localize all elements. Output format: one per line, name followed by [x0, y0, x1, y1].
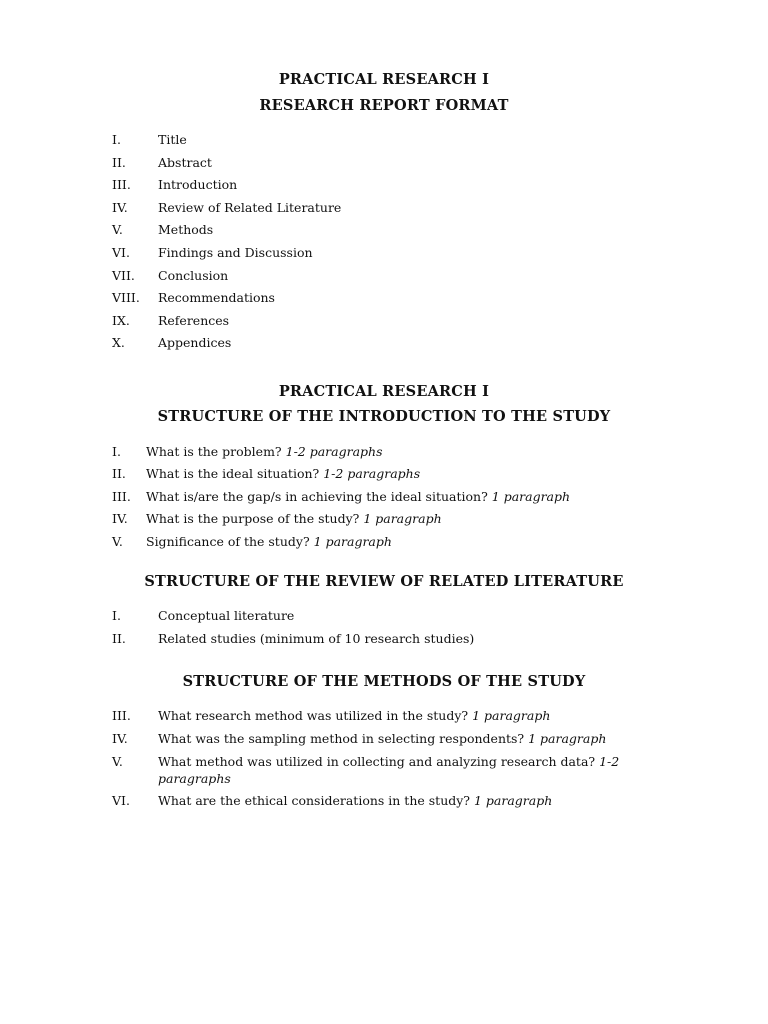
- item-length-note: 1 paragraph: [528, 731, 607, 746]
- item-text: [146, 510, 626, 527]
- item-number: I.: [112, 444, 121, 459]
- item-number: II.: [112, 631, 126, 646]
- item-text: [158, 707, 638, 724]
- item-text: [146, 465, 626, 482]
- item-text: Introduction: [158, 177, 238, 192]
- item-text: Abstract: [158, 155, 212, 170]
- item-text: Findings and Discussion: [158, 245, 313, 260]
- item-length-note: 1 paragraph: [363, 511, 442, 526]
- introduction-title-line2: STRUCTURE OF THE INTRODUCTION TO THE STUDY: [157, 408, 611, 425]
- item-number: V.: [112, 754, 123, 769]
- item-number: I.: [112, 608, 121, 623]
- item-text: Title: [158, 132, 187, 147]
- item-text: Review of Related Literature: [158, 200, 342, 215]
- item-question: What is/are the gap/s in achieving the ideal situation?: [146, 489, 488, 504]
- item-text: Methods: [158, 222, 214, 237]
- item-number: VIII.: [112, 290, 140, 305]
- item-number: IV.: [112, 511, 128, 526]
- item-question: What research method was utilized in the study?: [158, 708, 469, 723]
- item-question: What was the sampling method in selecting respondents?: [158, 731, 525, 746]
- item-number: II.: [112, 155, 126, 170]
- item-length-note: 1 paragraph: [474, 793, 553, 808]
- item-text: Related studies (minimum of 10 research studies): [158, 631, 475, 646]
- item-number: IV.: [112, 731, 128, 746]
- item-length-note: 1-2 paragraphs: [285, 444, 383, 459]
- report-format-title-line2: RESEARCH REPORT FORMAT: [259, 97, 509, 114]
- item-text: [146, 533, 626, 550]
- item-question: Significance of the study?: [146, 534, 310, 549]
- methods-title: STRUCTURE OF THE METHODS OF THE STUDY: [182, 673, 586, 690]
- item-number: X.: [112, 335, 125, 350]
- item-text: Conceptual literature: [158, 608, 295, 623]
- introduction-title-line1: PRACTICAL RESEARCH I: [278, 383, 490, 400]
- item-number: III.: [112, 177, 131, 192]
- item-length-note: 1-2 paragraphs: [323, 466, 421, 481]
- item-question: What is the ideal situation?: [146, 466, 320, 481]
- item-text: Recommendations: [158, 290, 275, 305]
- item-number: IV.: [112, 200, 128, 215]
- item-text: Conclusion: [158, 268, 229, 283]
- item-number: III.: [112, 708, 131, 723]
- item-length-note: 1 paragraph: [472, 708, 551, 723]
- item-question: What is the problem?: [146, 444, 282, 459]
- item-question: What method was utilized in collecting and analyzing research data?: [158, 754, 596, 769]
- item-number: III.: [112, 489, 131, 504]
- item-number: V.: [112, 222, 123, 237]
- item-text: Appendices: [158, 335, 232, 350]
- item-number: VI.: [112, 245, 130, 260]
- item-text: [158, 753, 628, 787]
- item-text: [158, 792, 638, 809]
- item-length-note: 1 paragraph: [491, 489, 571, 504]
- item-number: IX.: [112, 313, 130, 328]
- item-length-note: 1 paragraph: [313, 534, 392, 549]
- item-number: VI.: [112, 793, 130, 808]
- item-text: [146, 488, 646, 505]
- item-question: What are the ethical considerations in the study?: [158, 793, 471, 808]
- item-number: II.: [112, 466, 126, 481]
- item-question: What is the purpose of the study?: [146, 511, 360, 526]
- literature-title: STRUCTURE OF THE REVIEW OF RELATED LITERATURE: [144, 573, 624, 590]
- report-format-title-line1: PRACTICAL RESEARCH I: [278, 71, 490, 88]
- item-length-note: 1-2 paragraphs: [158, 754, 620, 786]
- item-number: I.: [112, 132, 121, 147]
- item-text: [146, 443, 626, 460]
- item-text: [158, 730, 658, 747]
- item-number: V.: [112, 534, 123, 549]
- item-number: VII.: [112, 268, 135, 283]
- item-text: References: [158, 313, 230, 328]
